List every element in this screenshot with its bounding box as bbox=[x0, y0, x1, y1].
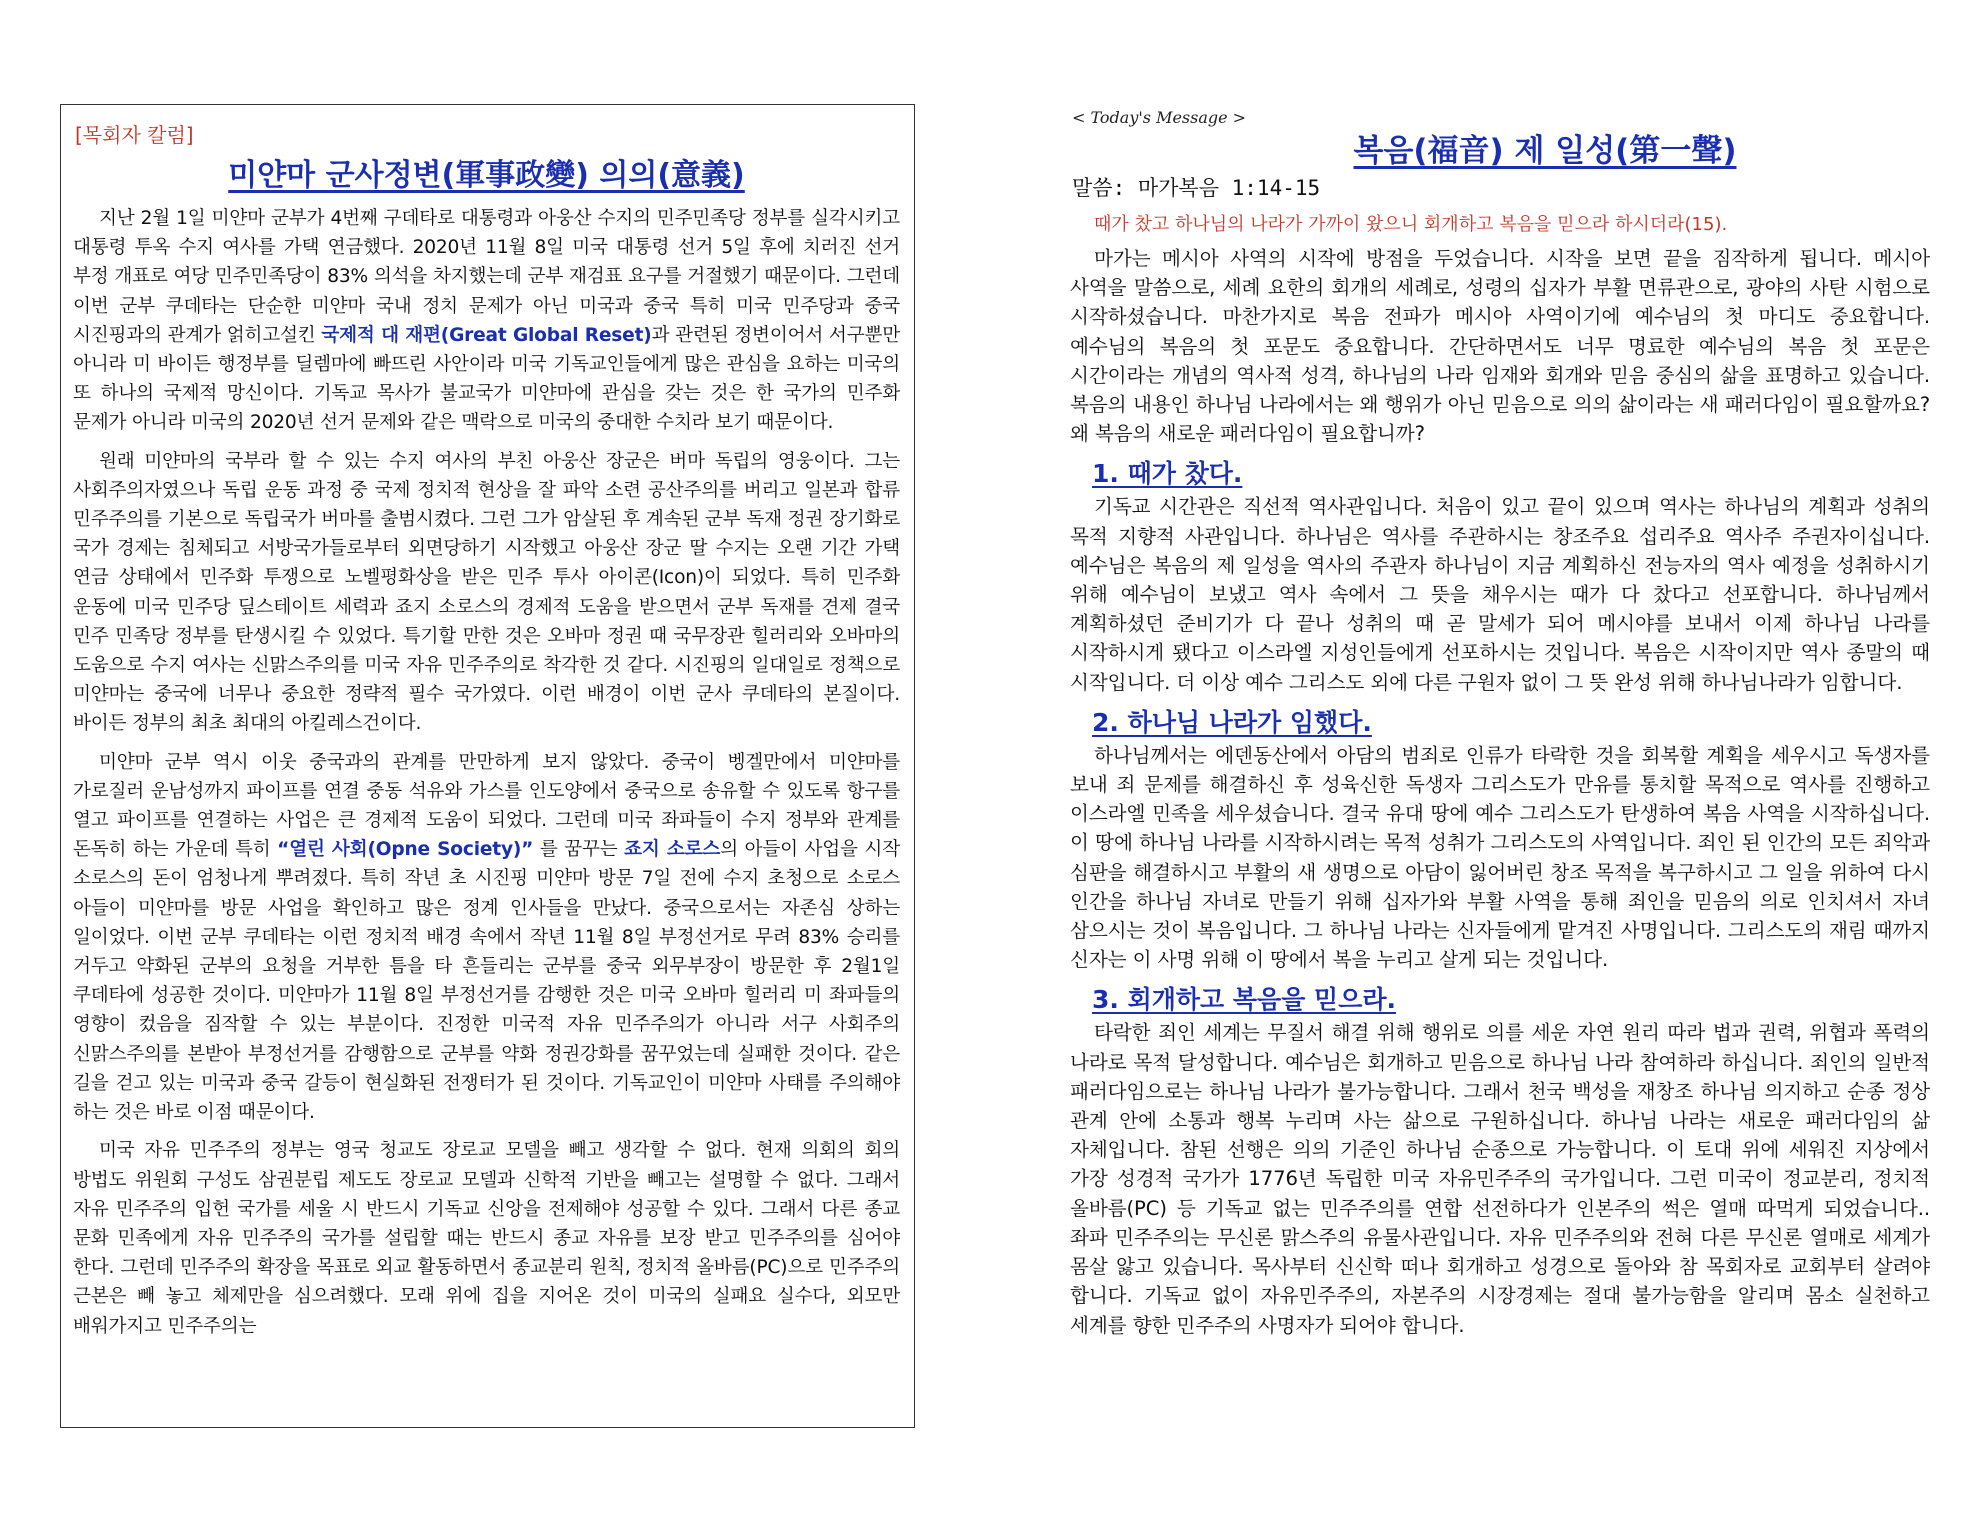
sermon-title: 복음(福音) 제 일성(第一聲) bbox=[1353, 133, 1737, 169]
column-paragraph-2: 원래 미얀마의 국부라 할 수 있는 수지 여사의 부친 아웅산 장군은 버마 독립의 영웅이다. 그는 사회주의자였으나 독립 운동 과정 중 국제 정치적 현상을 잘 파악 소련 공산주의를 버리고 일본과 합류 민주주의를 기본으로 독립국가 버마를 출범시켰다. 그런 그가 암살된 후 계속된 군부 독재 정권 장기화로 국가 경제는 침체되고 서방국가들로부터 외면당하기 시작했고 아웅산 장군 딸 수지는 오랜 기간 가택 연금 상태에서 민주화 투쟁으로 노벨평화상을 받은 민주 투사 아이콘(Icon)이 되었다. 특히 민주화 운동에 미국 민주당 딮스테이트 세력과 죠지 소로스의 경제적 도움을 받으면서 군부 독재를 견제 결국 민주 민족당 정부를 탄생시킬 수 있었다. 특기할 만한 것은 오바마 정권 때 국무장관 힐러리와 오바마의 도움으로 수지 여사는 신맑스주의를 미국 자유 민주주의로 착각한 것 같다. 시진핑의 일대일로 정책으로 미얀마는 중국에 너무나 중요한 정략적 필수 국가였다. 이런 배경이 이번 군사 쿠데타의 본질이다. 바이든 정부의 최초 최대의 아킬레스건이다. bbox=[73, 450, 900, 735]
section-body-3: 타락한 죄인 세계는 무질서 해결 위해 행위로 의를 세운 자연 원리 따라 법과 권력, 위협과 폭력의 나라로 목적 달성합니다. 예수님은 회개하고 믿음으로 하나님 나라 참여하라 하십니다. 죄인의 일반적 패러다임으로는 하나님 나라가 불가능합니다. 그래서 천국 백성을 재창조 하나님 의지하고 순종 정상 관계 안에 소통과 행복 누리며 사는 삶으로 구원하십니다. 하나님 나라는 새로운 패러다임의 삶 자체입니다. 참된 선행은 의의 기준인 하나님 순종으로 가능합니다. 이 토대 위에 세워진 지상에서 가장 성경적 국가가 1776년 독립한 미국 자유민주주의 국가입니다. 그런 미국이 정교분리, 정치적 올바름(PC) 등 기독교 없는 민주주의를 연합 선전하다가 인본주의 썩은 열매 따먹게 되었습니다.. 좌파 민주주의는 무신론 맑스주의 유물사관입니다. 자유 민주주의와 전혀 다른 무신론 열매로 세계가 몸살 앓고 있습니다. 목사부터 신신학 떠나 회개하고 성경으로 돌아와 참 목회자로 교회부터 살려야 합니다. 기독교 없이 자유민주주의, 자본주의 시장경제는 절대 불가능함을 알리며 몸소 실천하고 세계를 향한 민주주의 사명자가 되어야 합니다. bbox=[1070, 1021, 1930, 1337]
column-paragraph-3-text-a: 미얀마 군부 역시 이웃 중국과의 관계를 만만하게 보지 않았다. 중국이 벵겔만에서 미얀마를 가로질러 운남성까지 파이프를 연결 중동 석유와 가스를 인도양에서 중국으로 송유할 수 있도록 항구를 열고 파이프를 연결하는 사업은 큰 경제적 도움이 되었다. 그런데 미국 좌파들이 수지 정부와 관계를 돈독히 하는 가운데 특히 bbox=[73, 751, 900, 861]
column-paragraph-1-text-a: 지난 2월 1일 미얀마 군부가 4번째 구데타로 대통령과 아웅산 수지의 민주민족당 정부를 실각시키고 대통령 투옥 수지 여사를 가택 연금했다. 2020년 11월 8일 미국 대통령 선거 5일 후에 치러진 선거 부정 개표로 여당 민주민족당이 83% 의석을 차지했는데 군부 재검표 요구를 거절했기 때문이다. 그런데 이번 군부 쿠데타는 단순한 미얀마 국내 정치 문제가 아닌 미국과 중국 특히 미국 민주당과 중국 시진핑과의 관계가 얽히고설킨 bbox=[73, 208, 900, 346]
sermon-intro: 마가는 메시아 사역의 시작에 방점을 두었습니다. 시작을 보면 끝을 짐작하게 됩니다. 메시아 사역을 말씀으로, 세례 요한의 회개의 세례로, 성령의 십자가 부활 면류관으로, 광야의 사탄 시험으로 시작하셨습니다. 마찬가지로 복음 전파가 메시아 사역이기에 예수님의 첫 마디도 중요합니다. 예수님의 복음의 첫 포문도 중요합니다. 간단하면서도 너무 명료한 예수님의 복음 첫 포문은 시간이라는 개념의 역사적 성격, 하나님의 나라 임재와 회개와 믿음 중심의 삶을 표명하고 있습니다. 복음의 내용인 하나님 나라에서는 왜 행위가 아닌 믿음으로 의의 삶이라는 새 패러다임이 필요할까요? 왜 복음의 새로운 패러다임이 필요합니까? bbox=[1070, 247, 1930, 446]
column-paragraph-1 bbox=[73, 204, 900, 438]
section-body-1: 기독교 시간관은 직선적 역사관입니다. 처음이 있고 끝이 있으며 역사는 하나님의 계획과 성취의 목적 지향적 사관입니다. 하나님은 역사를 주관하시는 창조주요 섭리주요 역사주 주권자이십니다. 예수님은 복음의 제 일성을 역사의 주관자 하나님이 지금 계획하신 전능자의 역사 예정을 성취하시기 위해 예수님이 보냈고 역사 속에서 그 뜻을 채우시는 때가 다 찼다고 선포합니다. 하나님께서 계획하셨던 준비기가 다 끝나 성취의 때 곧 말세가 되어 메시야를 보내서 이제 하나님 나라를 시작하시게 됐다고 이스라엘 지성인들에게 선포하시는 것입니다. 복음은 시작이지만 역사 종말의 때 시작입니다. 더 이상 예수 그리스도 외에 다른 구원자 없이 그 뜻 완성 위해 하나님나라가 임합니다. bbox=[1070, 495, 1930, 694]
pastor-column-box bbox=[60, 104, 915, 1428]
column-paragraph-4: 미국 자유 민주주의 정부는 영국 청교도 장로교 모델을 빼고 생각할 수 없다. 현재 의회의 회의 방법도 위원회 구성도 삼권분립 제도도 장로교 모델과 신학적 기반을 빼고는 설명할 수 없다. 그래서 자유 민주주의 입헌 국가를 세울 시 반드시 기독교 신앙을 전제해야 성공할 수 있다. 그래서 다른 종교 문화 민족에게 자유 민주주의 국가를 설립할 때는 반드시 종교 자유를 보장 받고 민주주의를 심어야 한다. 그런데 민주주의 확장을 목표로 외교 활동하면서 종교분리 원칙, 정치적 올바름(PC)으로 민주주의 근본은 빼 놓고 체제만을 심으려했다. 모래 위에 집을 지어온 것이 미국의 실패요 실수다, 외모만 배워가지고 민주주의는 bbox=[73, 1140, 900, 1337]
section-heading-2: 2. 하나님 나라가 임했다. bbox=[1092, 707, 1372, 737]
great-global-reset-highlight: 국제적 대 재편(Great Global Reset) bbox=[321, 324, 652, 346]
george-soros-highlight: 죠지 소로스 bbox=[624, 839, 721, 861]
open-society-highlight: “열린 사회(Opne Society)” bbox=[277, 839, 534, 861]
scripture-verse: 때가 찼고 하나님의 나라가 가까이 왔으니 회개하고 복음을 믿으라 하시더라(15). bbox=[1094, 214, 1728, 235]
section-heading-1: 1. 때가 찼다. bbox=[1092, 459, 1243, 489]
todays-message-label: < Today's Message > bbox=[1072, 108, 1247, 127]
column-paragraph-3-text-b: 를 꿈꾸는 bbox=[533, 839, 625, 861]
column-title: 미얀마 군사정변(軍事政變) 의의(意義) bbox=[228, 158, 745, 193]
column-paragraph-3 bbox=[73, 748, 900, 1128]
column-paragraph-1-text-b: 과 관련된 정변이어서 서구뿐만 아니라 미 바이든 행정부를 딜렘마에 빠뜨린 사안이라 미국 기독교인들에게 많은 관심을 요하는 미국의 또 하나의 국제적 망신이다. 기독교 목사가 불교국가 미얀마에 관심을 갖는 것은 한 국가의 민주화 문제가 아니라 미국의 2020년 선거 문제와 같은 맥락으로 미국의 중대한 수치라 보기 때문이다. bbox=[73, 324, 900, 434]
scripture-reference: 말씀: 마가복음 1:14-15 bbox=[1072, 176, 1321, 200]
todays-message-section bbox=[1070, 108, 1930, 1340]
column-paragraph-3-text-c: 의 아들이 사업을 시작 소로스의 돈이 엄청나게 뿌려졌다. 특히 작년 초 시진핑 미얀마 방문 7일 전에 수지 초청으로 소로스 아들이 미얀마를 방문 사업을 확인하고 많은 정계 인사들을 만났다. 중국으로서는 자존심 상하는 일이었다. 이번 군부 쿠데타는 이런 정치적 배경 속에서 작년 11월 8일 부정선거로 무려 83% 승리를 거두고 약화된 군부의 요청을 거부한 틈을 타 흔들리는 군부를 중국 외무부장이 방문한 후 2월1일 쿠데타에 성공한 것이다. 미얀마가 11월 8일 부정선거를 감행한 것은 미국 오바마 힐러리 미 좌파들의 영향이 컸음을 짐작할 수 있는 부분이다. 진정한 미국적 자유 민주주의가 아니라 서구 사회주의 신맑스주의를 본받아 부정선거를 감행함으로 군부를 약화 정권강화를 꿈꾸었는데 실패한 것이다. 같은 길을 걷고 있는 미국과 중국 갈등이 현실화된 전쟁터가 된 것이다. 기독교인이 미얀마 사태를 주의해야 하는 것은 바로 이점 때문이다. bbox=[73, 839, 900, 1124]
section-body-2: 하나님께서는 에덴동산에서 아담의 범죄로 인류가 타락한 것을 회복할 계획을 세우시고 독생자를 보내 죄 문제를 해결하신 후 성육신한 독생자 그리스도가 만유를 통치할 목적으로 역사를 진행하고 이스라엘 민족을 세우셨습니다. 결국 유대 땅에 예수 그리스도가 탄생하여 복음 사역을 시작하십니다. 이 땅에 하나님 나라를 시작하시려는 목적 성취가 그리스도의 사역입니다. 죄인 된 인간의 모든 죄악과 심판을 해결하시고 부활의 새 생명으로 아담이 잃어버린 창조 목적을 복구하시고 그 일을 위하여 다시 인간을 하나님 자녀로 만들기 위해 십자가와 부활 사역을 통해 죄인을 믿음의 의로 인치셔서 자녀 삼으시는 것이 복음입니다. 그 하나님 나라는 신자들에게 맡겨진 사명입니다. 그리스도의 재림 때까지 신자는 이 사명 위해 이 땅에서 복을 누리고 살게 되는 것입니다. bbox=[1070, 743, 1930, 972]
column-tag: [목회자 칼럼] bbox=[75, 123, 194, 147]
section-heading-3: 3. 회개하고 복음을 믿으라. bbox=[1092, 985, 1397, 1015]
